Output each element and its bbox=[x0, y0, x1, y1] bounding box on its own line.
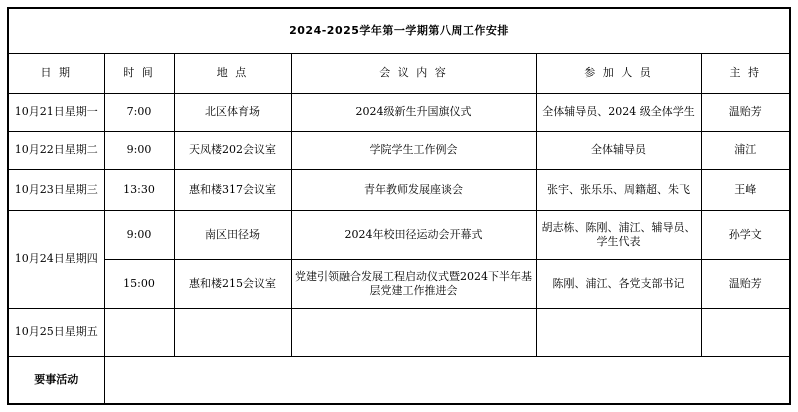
row-date: 10月25日星期五 bbox=[9, 308, 104, 356]
row-place: 惠和楼215会议室 bbox=[174, 259, 291, 308]
header-place: 地 点 bbox=[174, 53, 291, 93]
row-attendees bbox=[536, 308, 701, 356]
table-row bbox=[9, 259, 789, 308]
row-content: 2024级新生升国旗仪式 bbox=[291, 93, 536, 131]
header-host: 主 持 bbox=[701, 53, 789, 93]
row-content: 青年教师发展座谈会 bbox=[291, 169, 536, 210]
row-attendees: 陈刚、浦江、各党支部书记 bbox=[536, 259, 701, 308]
header-content: 会 议 内 容 bbox=[291, 53, 536, 93]
row-attendees: 胡志栋、陈刚、浦江、辅导员、学生代表 bbox=[536, 210, 701, 259]
table-row bbox=[9, 131, 789, 169]
title-row bbox=[9, 9, 789, 53]
row-place: 北区体育场 bbox=[174, 93, 291, 131]
events-label: 要事活动 bbox=[9, 356, 104, 403]
row-content bbox=[291, 308, 536, 356]
row-time: 13:30 bbox=[104, 169, 174, 210]
table-row bbox=[9, 93, 789, 131]
table-row bbox=[9, 308, 789, 356]
row-date: 10月21日星期一 bbox=[9, 93, 104, 131]
row-host: 孙学文 bbox=[701, 210, 789, 259]
row-host: 温贻芳 bbox=[701, 259, 789, 308]
row-time: 9:00 bbox=[104, 131, 174, 169]
header-row bbox=[9, 53, 789, 93]
events-content bbox=[104, 356, 789, 403]
row-date: 10月23日星期三 bbox=[9, 169, 104, 210]
row-attendees: 全体辅导员、2024 级全体学生 bbox=[536, 93, 701, 131]
row-host bbox=[701, 308, 789, 356]
row-time: 9:00 bbox=[104, 210, 174, 259]
row-place: 惠和楼317会议室 bbox=[174, 169, 291, 210]
row-content: 党建引领融合发展工程启动仪式暨2024下半年基层党建工作推进会 bbox=[291, 259, 536, 308]
row-time bbox=[104, 308, 174, 356]
page-title: 2024-2025学年第一学期第八周工作安排 bbox=[9, 9, 789, 53]
schedule-sheet bbox=[7, 7, 791, 405]
header-date: 日 期 bbox=[9, 53, 104, 93]
schedule-table bbox=[9, 9, 789, 403]
row-attendees: 全体辅导员 bbox=[536, 131, 701, 169]
row-time: 15:00 bbox=[104, 259, 174, 308]
row-date: 10月24日星期四 bbox=[9, 210, 104, 308]
row-place: 南区田径场 bbox=[174, 210, 291, 259]
row-content: 学院学生工作例会 bbox=[291, 131, 536, 169]
header-attendees: 参 加 人 员 bbox=[536, 53, 701, 93]
row-host: 浦江 bbox=[701, 131, 789, 169]
events-row bbox=[9, 356, 789, 403]
table-row bbox=[9, 169, 789, 210]
row-time: 7:00 bbox=[104, 93, 174, 131]
row-date: 10月22日星期二 bbox=[9, 131, 104, 169]
row-host: 温贻芳 bbox=[701, 93, 789, 131]
row-place bbox=[174, 308, 291, 356]
table-row bbox=[9, 210, 789, 259]
row-content: 2024年校田径运动会开幕式 bbox=[291, 210, 536, 259]
row-attendees: 张宇、张乐乐、周籍超、朱飞 bbox=[536, 169, 701, 210]
row-host: 王峰 bbox=[701, 169, 789, 210]
row-place: 天凤楼202会议室 bbox=[174, 131, 291, 169]
header-time: 时 间 bbox=[104, 53, 174, 93]
